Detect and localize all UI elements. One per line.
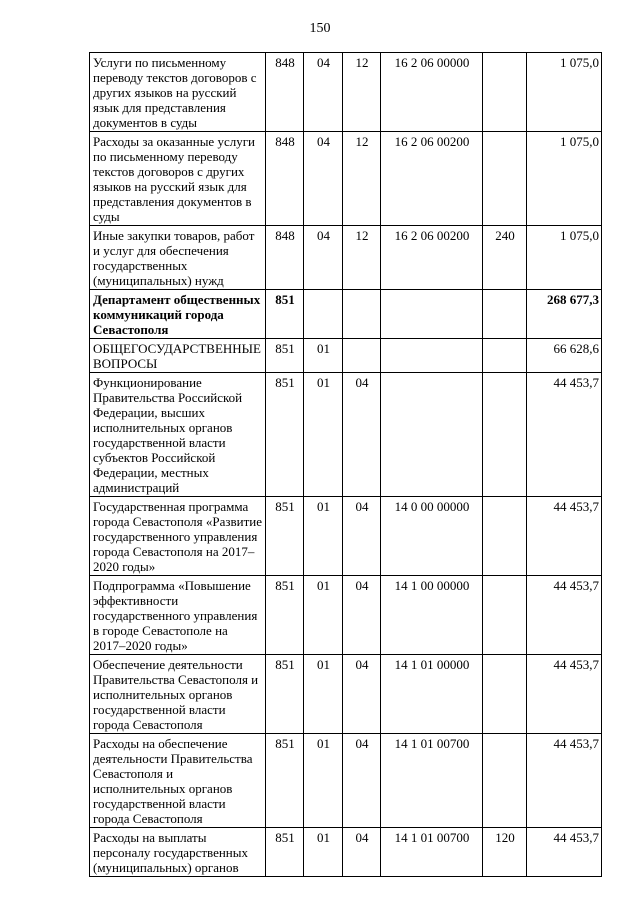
cell-name: Государственная программа города Севастополя «Развитие государственного управления города Севастополя на 2017–2020 годы» <box>90 497 266 576</box>
table-row <box>90 339 602 373</box>
table-row <box>90 53 602 132</box>
cell-ved-code: 851 <box>266 497 304 576</box>
cell-expense-type <box>483 497 527 576</box>
cell-ved-code: 848 <box>266 132 304 226</box>
cell-section-code: 01 <box>304 734 343 828</box>
table-row <box>90 497 602 576</box>
cell-amount: 44 453,7 <box>527 497 602 576</box>
cell-ved-code: 851 <box>266 290 304 339</box>
cell-target-article: 14 0 00 00000 <box>381 497 483 576</box>
cell-ved-code: 848 <box>266 53 304 132</box>
cell-name: Иные закупки товаров, работ и услуг для обеспечения государственных (муниципальных) нужд <box>90 226 266 290</box>
cell-section-code: 01 <box>304 828 343 877</box>
cell-name: Расходы за оказанные услуги по письменному переводу текстов договоров с других языков на русский язык для представления документов в суды <box>90 132 266 226</box>
cell-expense-type <box>483 576 527 655</box>
cell-target-article <box>381 373 483 497</box>
cell-target-article: 16 2 06 00000 <box>381 53 483 132</box>
cell-name: Обеспечение деятельности Правительства Севастополя и исполнительных органов государственной власти города Севастополя <box>90 655 266 734</box>
cell-ved-code: 851 <box>266 828 304 877</box>
cell-ved-code: 851 <box>266 373 304 497</box>
cell-expense-type <box>483 290 527 339</box>
cell-expense-type <box>483 132 527 226</box>
cell-amount: 44 453,7 <box>527 373 602 497</box>
cell-expense-type <box>483 655 527 734</box>
cell-subsection-code: 04 <box>343 497 381 576</box>
cell-section-code: 01 <box>304 576 343 655</box>
cell-section-code: 01 <box>304 497 343 576</box>
cell-name: Подпрограмма «Повышение эффективности государственного управления в городе Севастополе на 2017–2020 годы» <box>90 576 266 655</box>
cell-amount: 1 075,0 <box>527 53 602 132</box>
cell-target-article <box>381 339 483 373</box>
cell-expense-type <box>483 339 527 373</box>
cell-section-code: 04 <box>304 132 343 226</box>
cell-subsection-code: 04 <box>343 734 381 828</box>
cell-expense-type: 120 <box>483 828 527 877</box>
cell-section-code: 04 <box>304 226 343 290</box>
cell-expense-type: 240 <box>483 226 527 290</box>
table-row <box>90 734 602 828</box>
cell-target-article: 16 2 06 00200 <box>381 132 483 226</box>
cell-name: ОБЩЕГОСУДАРСТВЕННЫЕ ВОПРОСЫ <box>90 339 266 373</box>
cell-subsection-code <box>343 339 381 373</box>
cell-target-article <box>381 290 483 339</box>
cell-subsection-code: 04 <box>343 655 381 734</box>
cell-section-code: 01 <box>304 655 343 734</box>
cell-ved-code: 848 <box>266 226 304 290</box>
cell-expense-type <box>483 373 527 497</box>
cell-subsection-code: 12 <box>343 132 381 226</box>
cell-name: Департамент общественных коммуникаций города Севастополя <box>90 290 266 339</box>
cell-section-code: 01 <box>304 373 343 497</box>
cell-ved-code: 851 <box>266 339 304 373</box>
cell-section-code <box>304 290 343 339</box>
cell-subsection-code: 04 <box>343 576 381 655</box>
cell-amount: 44 453,7 <box>527 655 602 734</box>
cell-amount: 66 628,6 <box>527 339 602 373</box>
table-row <box>90 828 602 877</box>
cell-ved-code: 851 <box>266 655 304 734</box>
cell-amount: 44 453,7 <box>527 576 602 655</box>
cell-expense-type <box>483 53 527 132</box>
cell-name: Расходы на обеспечение деятельности Правительства Севастополя и исполнительных органов государственной власти города Севастополя <box>90 734 266 828</box>
cell-target-article: 14 1 01 00700 <box>381 734 483 828</box>
table-row <box>90 373 602 497</box>
cell-subsection-code: 12 <box>343 53 381 132</box>
cell-amount: 44 453,7 <box>527 828 602 877</box>
cell-amount: 1 075,0 <box>527 132 602 226</box>
cell-subsection-code: 04 <box>343 828 381 877</box>
cell-expense-type <box>483 734 527 828</box>
cell-name: Услуги по письменному переводу текстов договоров с других языков на русский язык для представления документов в суды <box>90 53 266 132</box>
cell-subsection-code: 04 <box>343 373 381 497</box>
cell-subsection-code <box>343 290 381 339</box>
budget-table <box>89 52 602 877</box>
table-body <box>90 53 602 877</box>
page-number: 150 <box>309 21 331 36</box>
cell-amount: 268 677,3 <box>527 290 602 339</box>
cell-name: Функционирование Правительства Российской Федерации, высших исполнительных органов государственной власти субъектов Российской Федерации, местных администраций <box>90 373 266 497</box>
cell-target-article: 14 1 01 00000 <box>381 655 483 734</box>
table-row <box>90 226 602 290</box>
cell-target-article: 14 1 01 00700 <box>381 828 483 877</box>
table-row <box>90 655 602 734</box>
cell-target-article: 14 1 00 00000 <box>381 576 483 655</box>
cell-amount: 44 453,7 <box>527 734 602 828</box>
cell-ved-code: 851 <box>266 576 304 655</box>
table-row <box>90 132 602 226</box>
cell-name: Расходы на выплаты персоналу государственных (муниципальных) органов <box>90 828 266 877</box>
cell-section-code: 01 <box>304 339 343 373</box>
cell-amount: 1 075,0 <box>527 226 602 290</box>
cell-subsection-code: 12 <box>343 226 381 290</box>
table-row <box>90 576 602 655</box>
cell-section-code: 04 <box>304 53 343 132</box>
table-row <box>90 290 602 339</box>
cell-target-article: 16 2 06 00200 <box>381 226 483 290</box>
cell-ved-code: 851 <box>266 734 304 828</box>
